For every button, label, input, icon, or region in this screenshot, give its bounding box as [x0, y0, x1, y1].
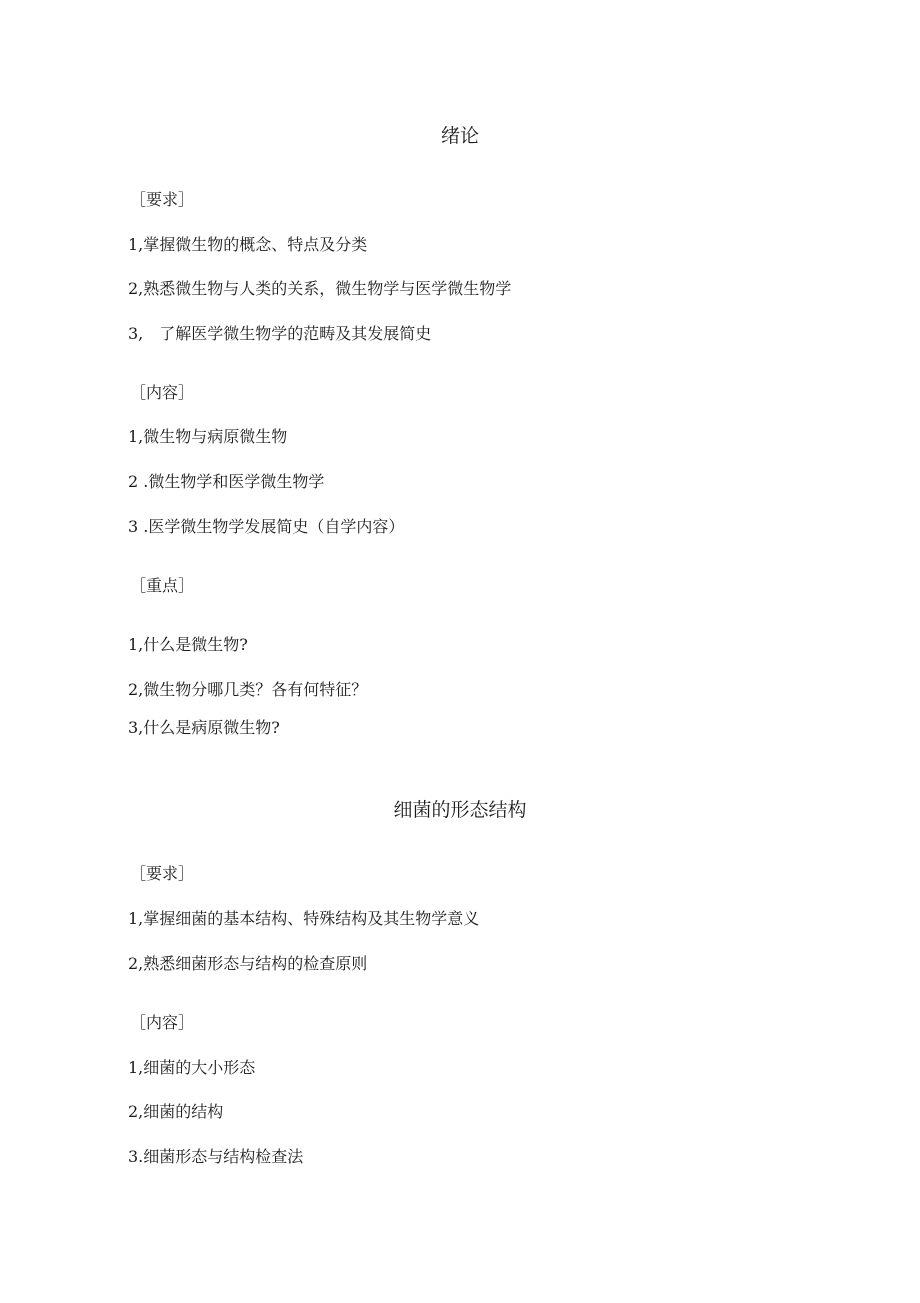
list-item: 1,掌握微生物的概念、特点及分类	[128, 235, 368, 254]
section-title-introduction: 绪论	[440, 125, 479, 147]
list-item: 3.细菌形态与结构检查法	[128, 1147, 304, 1166]
list-item: 2,细菌的结构	[128, 1102, 224, 1121]
contents-heading: ［内容］	[130, 383, 195, 402]
contents-heading: ［内容］	[130, 1013, 195, 1032]
section-title-bacterial-morphology: 细菌的形态结构	[393, 799, 527, 821]
list-item: 2,熟悉细菌形态与结构的检查原则	[128, 954, 368, 973]
list-item: 3,什么是病原微生物?	[128, 718, 280, 737]
key-points-heading: ［重点］	[130, 576, 195, 595]
list-item: 1,掌握细菌的基本结构、特殊结构及其生物学意义	[128, 909, 480, 928]
list-item: 1,细菌的大小形态	[128, 1058, 256, 1077]
list-item: 2,熟悉微生物与人类的关系，微生物学与医学微生物学	[128, 279, 512, 298]
requirements-heading: ［要求］	[130, 190, 195, 209]
list-item: 3, 了解医学微生物学的范畴及其发展简史	[128, 324, 432, 343]
requirements-heading: ［要求］	[130, 864, 195, 883]
list-item: 1,微生物与病原微生物	[128, 427, 288, 446]
list-item: 3 .医学微生物学发展简史（自学内容）	[128, 517, 405, 536]
list-item: 2,微生物分哪几类？各有何特征？	[128, 680, 368, 699]
list-item: 2 .微生物学和医学微生物学	[128, 472, 325, 491]
list-item: 1,什么是微生物?	[128, 635, 248, 654]
